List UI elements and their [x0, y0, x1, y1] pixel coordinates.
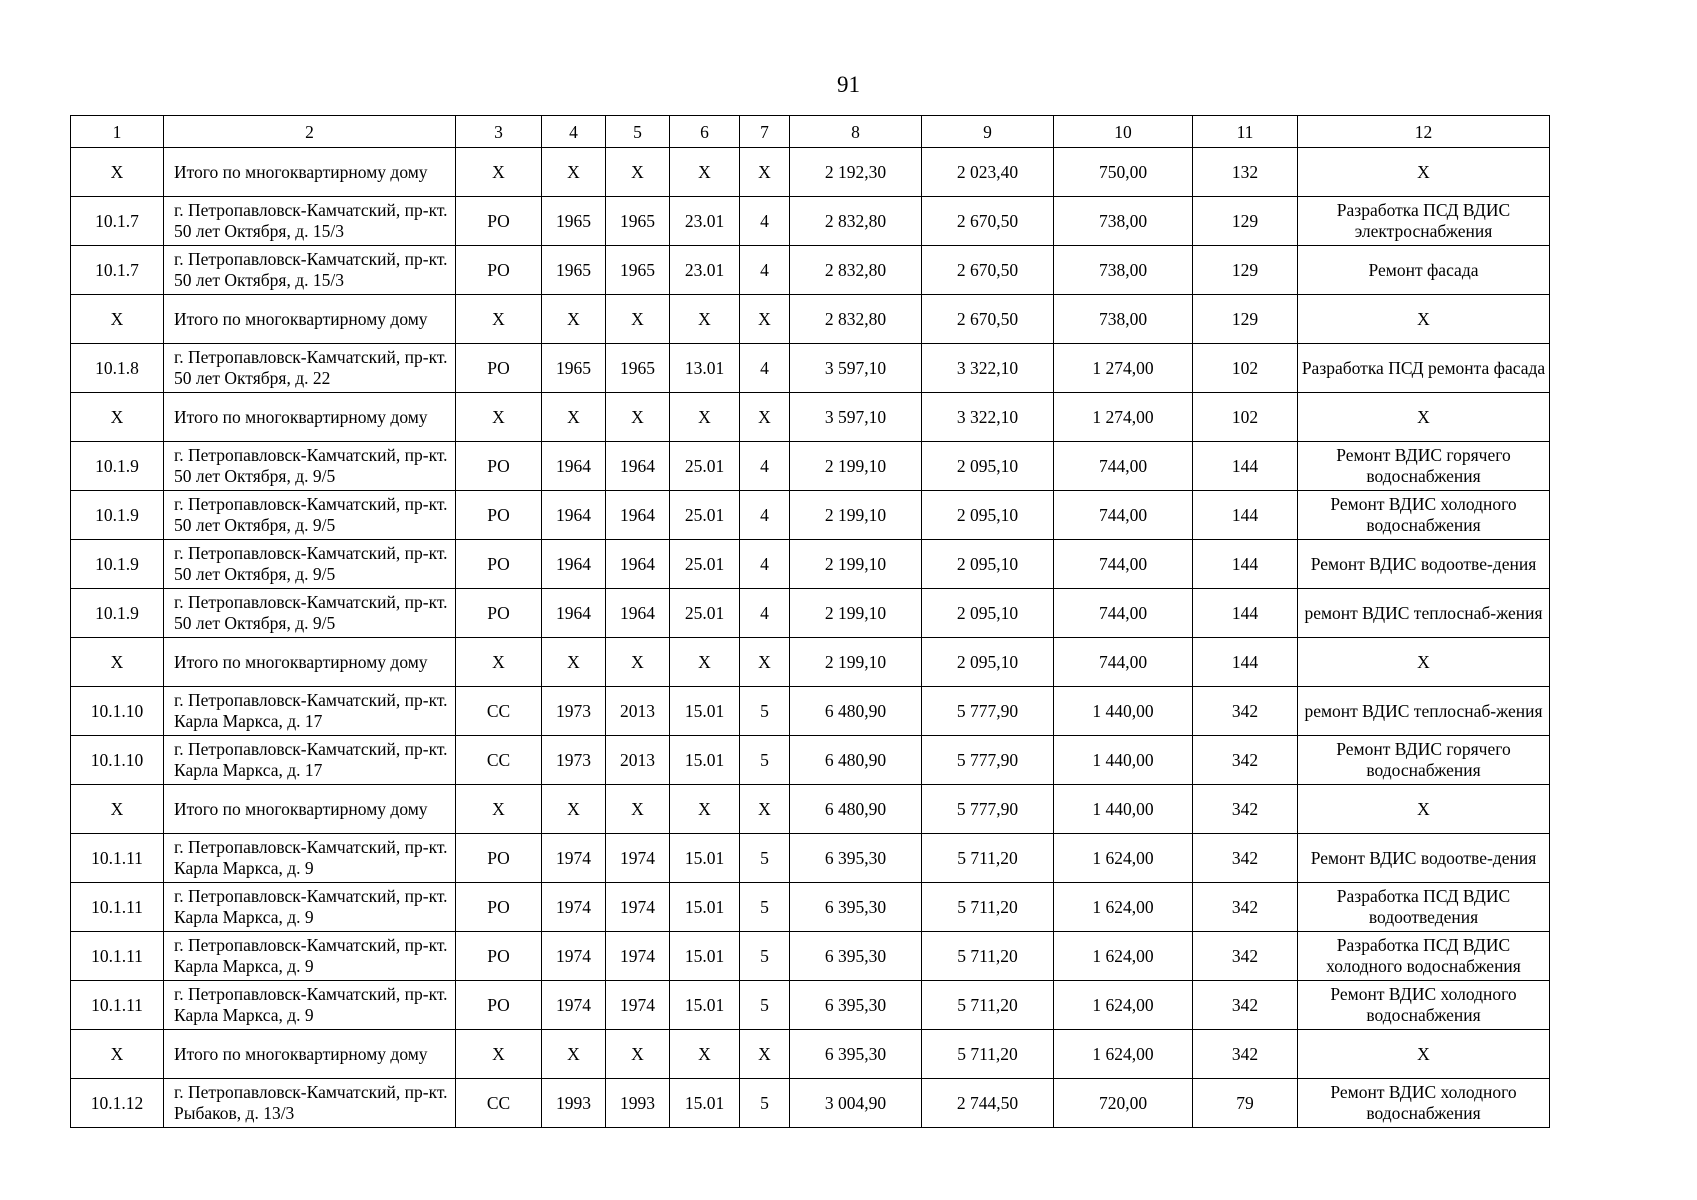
table-cell-col-12: Х [1298, 785, 1550, 834]
table-cell-col-9: 5 777,90 [922, 736, 1054, 785]
table-cell-col-5: 1964 [606, 442, 670, 491]
table-cell-col-6: Х [670, 295, 740, 344]
table-cell-col-12: Х [1298, 393, 1550, 442]
table-cell-col-9: 5 711,20 [922, 1030, 1054, 1079]
table-cell-col-2: г. Петропавловск-Камчатский, пр-кт. 50 лет Октября, д. 9/5 [164, 589, 456, 638]
table-cell-col-12: ремонт ВДИС теплоснаб-жения [1298, 589, 1550, 638]
table-cell-col-5: Х [606, 393, 670, 442]
table-cell-col-10: 744,00 [1054, 491, 1193, 540]
table-cell-col-9: 3 322,10 [922, 393, 1054, 442]
table-cell-col-3: СС [456, 1079, 542, 1128]
table-cell-col-7: 5 [740, 932, 790, 981]
table-cell-col-3: Х [456, 393, 542, 442]
table-cell-col-6: 13.01 [670, 344, 740, 393]
header-row [71, 116, 1550, 148]
table-cell-col-1: Х [71, 785, 164, 834]
table-cell-col-2: Итого по многоквартирному дому [164, 785, 456, 834]
column-header-8: 8 [790, 116, 922, 148]
table-cell-col-9: 2 095,10 [922, 442, 1054, 491]
table-cell-col-11: 342 [1193, 1030, 1298, 1079]
column-header-3: 3 [456, 116, 542, 148]
table-cell-col-4: Х [542, 148, 606, 197]
table-cell-col-6: 25.01 [670, 442, 740, 491]
table-cell-col-1: 10.1.8 [71, 344, 164, 393]
table-cell-col-12: Ремонт фасада [1298, 246, 1550, 295]
table-cell-col-5: Х [606, 638, 670, 687]
table-cell-col-2: г. Петропавловск-Камчатский, пр-кт. 50 лет Октября, д. 15/3 [164, 246, 456, 295]
table-cell-col-7: 5 [740, 687, 790, 736]
column-header-10: 10 [1054, 116, 1193, 148]
table-cell-col-9: 5 711,20 [922, 981, 1054, 1030]
table-cell-col-3: РО [456, 589, 542, 638]
table-cell-col-7: 5 [740, 883, 790, 932]
table-cell-col-8: 6 395,30 [790, 1030, 922, 1079]
table-cell-col-6: 15.01 [670, 687, 740, 736]
column-header-2: 2 [164, 116, 456, 148]
table-cell-col-5: 1964 [606, 491, 670, 540]
table-cell-col-10: 720,00 [1054, 1079, 1193, 1128]
column-header-11: 11 [1193, 116, 1298, 148]
table-row [71, 981, 1550, 1030]
table-cell-col-10: 1 624,00 [1054, 883, 1193, 932]
table-cell-col-1: 10.1.9 [71, 540, 164, 589]
table-cell-col-5: 1993 [606, 1079, 670, 1128]
table-cell-col-6: Х [670, 393, 740, 442]
column-header-1: 1 [71, 116, 164, 148]
table-row [71, 442, 1550, 491]
table-cell-col-12: Х [1298, 295, 1550, 344]
table-cell-col-10: 1 274,00 [1054, 344, 1193, 393]
table-cell-col-10: 1 624,00 [1054, 1030, 1193, 1079]
table-cell-col-5: 1964 [606, 589, 670, 638]
table-cell-col-12: Ремонт ВДИС водоотве-дения [1298, 540, 1550, 589]
table-cell-col-4: 1973 [542, 687, 606, 736]
table-cell-col-7: 4 [740, 197, 790, 246]
column-header-7: 7 [740, 116, 790, 148]
table-row [71, 540, 1550, 589]
table-cell-col-8: 6 480,90 [790, 785, 922, 834]
table-cell-col-9: 2 095,10 [922, 589, 1054, 638]
table-cell-col-2: г. Петропавловск-Камчатский, пр-кт. 50 лет Октября, д. 9/5 [164, 540, 456, 589]
table-cell-col-7: Х [740, 638, 790, 687]
table-cell-col-10: 750,00 [1054, 148, 1193, 197]
table-cell-col-11: 144 [1193, 540, 1298, 589]
table-row [71, 638, 1550, 687]
table-cell-col-7: 4 [740, 491, 790, 540]
table-cell-col-5: Х [606, 295, 670, 344]
table-cell-col-5: 1974 [606, 981, 670, 1030]
table-cell-col-11: 342 [1193, 883, 1298, 932]
capital-repair-table [70, 115, 1550, 1128]
table-cell-col-7: 5 [740, 736, 790, 785]
table-cell-col-1: 10.1.11 [71, 932, 164, 981]
table-cell-col-5: 1965 [606, 344, 670, 393]
table-cell-col-10: 1 624,00 [1054, 981, 1193, 1030]
table-cell-col-1: 10.1.11 [71, 834, 164, 883]
table-cell-col-1: Х [71, 1030, 164, 1079]
table-cell-col-6: 15.01 [670, 834, 740, 883]
table-cell-col-4: Х [542, 638, 606, 687]
table-cell-col-8: 2 199,10 [790, 442, 922, 491]
table-cell-col-6: Х [670, 785, 740, 834]
table-cell-col-3: РО [456, 834, 542, 883]
table-cell-col-8: 6 395,30 [790, 834, 922, 883]
table-cell-col-6: 23.01 [670, 246, 740, 295]
table-cell-col-9: 2 670,50 [922, 246, 1054, 295]
table-cell-col-7: Х [740, 295, 790, 344]
table-cell-col-4: Х [542, 1030, 606, 1079]
table-cell-col-7: 5 [740, 834, 790, 883]
table-cell-col-8: 2 199,10 [790, 589, 922, 638]
table-cell-col-5: 2013 [606, 736, 670, 785]
table-row [71, 589, 1550, 638]
table-cell-col-1: 10.1.9 [71, 491, 164, 540]
table-cell-col-5: 1965 [606, 197, 670, 246]
table-cell-col-9: 2 744,50 [922, 1079, 1054, 1128]
table-cell-col-12: Ремонт ВДИС холодного водоснабжения [1298, 1079, 1550, 1128]
table-cell-col-8: 3 597,10 [790, 344, 922, 393]
column-header-6: 6 [670, 116, 740, 148]
table-row [71, 1079, 1550, 1128]
table-cell-col-7: 5 [740, 981, 790, 1030]
table-cell-col-12: Ремонт ВДИС горячего водоснабжения [1298, 736, 1550, 785]
table-cell-col-11: 342 [1193, 981, 1298, 1030]
table-cell-col-8: 2 199,10 [790, 540, 922, 589]
column-header-5: 5 [606, 116, 670, 148]
table-cell-col-2: г. Петропавловск-Камчатский, пр-кт. Карла Маркса, д. 9 [164, 883, 456, 932]
table-cell-col-2: Итого по многоквартирному дому [164, 1030, 456, 1079]
table-cell-col-3: РО [456, 442, 542, 491]
table-cell-col-12: Ремонт ВДИС холодного водоснабжения [1298, 981, 1550, 1030]
table-cell-col-2: Итого по многоквартирному дому [164, 393, 456, 442]
table-cell-col-6: 15.01 [670, 932, 740, 981]
table-cell-col-12: Разработка ПСД ВДИС холодного водоснабжения [1298, 932, 1550, 981]
table-cell-col-2: г. Петропавловск-Камчатский, пр-кт. 50 лет Октября, д. 15/3 [164, 197, 456, 246]
table-cell-col-3: СС [456, 687, 542, 736]
table-cell-col-1: Х [71, 148, 164, 197]
table-cell-col-11: 79 [1193, 1079, 1298, 1128]
table-cell-col-7: 5 [740, 1079, 790, 1128]
table-cell-col-6: 25.01 [670, 540, 740, 589]
table-cell-col-8: 6 395,30 [790, 932, 922, 981]
table-cell-col-7: Х [740, 148, 790, 197]
table-cell-col-8: 2 199,10 [790, 638, 922, 687]
table-cell-col-10: 744,00 [1054, 589, 1193, 638]
table-cell-col-7: Х [740, 393, 790, 442]
table-cell-col-9: 2 670,50 [922, 295, 1054, 344]
table-cell-col-11: 342 [1193, 932, 1298, 981]
table-cell-col-7: 4 [740, 540, 790, 589]
table-cell-col-4: 1965 [542, 246, 606, 295]
table-cell-col-2: Итого по многоквартирному дому [164, 638, 456, 687]
table-cell-col-2: г. Петропавловск-Камчатский, пр-кт. 50 лет Октября, д. 22 [164, 344, 456, 393]
table-cell-col-1: 10.1.7 [71, 246, 164, 295]
table-cell-col-9: 2 095,10 [922, 638, 1054, 687]
table-cell-col-1: Х [71, 393, 164, 442]
table-cell-col-8: 2 199,10 [790, 491, 922, 540]
table-cell-col-9: 2 095,10 [922, 491, 1054, 540]
table-cell-col-6: 15.01 [670, 1079, 740, 1128]
table-cell-col-9: 3 322,10 [922, 344, 1054, 393]
table-row [71, 932, 1550, 981]
table-cell-col-5: 1974 [606, 932, 670, 981]
table-cell-col-4: 1974 [542, 981, 606, 1030]
table-cell-col-5: 1965 [606, 246, 670, 295]
table-cell-col-4: 1965 [542, 344, 606, 393]
table-row [71, 197, 1550, 246]
table-cell-col-10: 738,00 [1054, 246, 1193, 295]
table-cell-col-3: РО [456, 246, 542, 295]
table-cell-col-6: 23.01 [670, 197, 740, 246]
table-cell-col-4: 1974 [542, 834, 606, 883]
table-cell-col-6: 25.01 [670, 589, 740, 638]
table-cell-col-2: Итого по многоквартирному дому [164, 148, 456, 197]
table-row [71, 736, 1550, 785]
table-cell-col-3: РО [456, 540, 542, 589]
table-cell-col-3: РО [456, 883, 542, 932]
table-cell-col-1: 10.1.11 [71, 981, 164, 1030]
table-cell-col-2: г. Петропавловск-Камчатский, пр-кт. 50 лет Октября, д. 9/5 [164, 442, 456, 491]
table-cell-col-11: 129 [1193, 295, 1298, 344]
table-cell-col-3: Х [456, 638, 542, 687]
table-cell-col-4: Х [542, 785, 606, 834]
table-cell-col-11: 144 [1193, 491, 1298, 540]
table-cell-col-2: г. Петропавловск-Камчатский, пр-кт. Карла Маркса, д. 9 [164, 834, 456, 883]
table-cell-col-2: г. Петропавловск-Камчатский, пр-кт. Рыбаков, д. 13/3 [164, 1079, 456, 1128]
table-row [71, 344, 1550, 393]
column-header-9: 9 [922, 116, 1054, 148]
column-header-4: 4 [542, 116, 606, 148]
table-cell-col-10: 744,00 [1054, 442, 1193, 491]
table-cell-col-12: Х [1298, 148, 1550, 197]
table-cell-col-9: 5 711,20 [922, 883, 1054, 932]
table-cell-col-8: 6 395,30 [790, 981, 922, 1030]
column-header-12: 12 [1298, 116, 1550, 148]
table-cell-col-5: Х [606, 1030, 670, 1079]
table-cell-col-6: 15.01 [670, 981, 740, 1030]
table-cell-col-12: Разработка ПСД ВДИС водоотведения [1298, 883, 1550, 932]
table-row [71, 295, 1550, 344]
table-cell-col-2: г. Петропавловск-Камчатский, пр-кт. 50 лет Октября, д. 9/5 [164, 491, 456, 540]
table-cell-col-2: г. Петропавловск-Камчатский, пр-кт. Карла Маркса, д. 17 [164, 687, 456, 736]
table-cell-col-9: 2 023,40 [922, 148, 1054, 197]
table-cell-col-1: Х [71, 295, 164, 344]
table-cell-col-11: 342 [1193, 834, 1298, 883]
table-cell-col-10: 1 274,00 [1054, 393, 1193, 442]
table-cell-col-4: 1993 [542, 1079, 606, 1128]
table-cell-col-11: 144 [1193, 638, 1298, 687]
table-cell-col-9: 5 777,90 [922, 687, 1054, 736]
table-cell-col-12: Ремонт ВДИС водоотве-дения [1298, 834, 1550, 883]
table-row [71, 148, 1550, 197]
table-cell-col-5: Х [606, 148, 670, 197]
table-cell-col-10: 744,00 [1054, 540, 1193, 589]
table-cell-col-2: Итого по многоквартирному дому [164, 295, 456, 344]
table-cell-col-6: Х [670, 638, 740, 687]
table-cell-col-4: Х [542, 393, 606, 442]
table-cell-col-3: СС [456, 736, 542, 785]
table-cell-col-6: 25.01 [670, 491, 740, 540]
table-cell-col-11: 102 [1193, 393, 1298, 442]
table-cell-col-10: 1 440,00 [1054, 785, 1193, 834]
table-cell-col-5: 1964 [606, 540, 670, 589]
table-cell-col-9: 2 670,50 [922, 197, 1054, 246]
table-cell-col-2: г. Петропавловск-Камчатский, пр-кт. Карла Маркса, д. 17 [164, 736, 456, 785]
table-row [71, 883, 1550, 932]
table-row [71, 1030, 1550, 1079]
table-row [71, 246, 1550, 295]
table-row [71, 393, 1550, 442]
table-cell-col-2: г. Петропавловск-Камчатский, пр-кт. Карла Маркса, д. 9 [164, 981, 456, 1030]
table-cell-col-4: 1973 [542, 736, 606, 785]
table-row [71, 687, 1550, 736]
table-cell-col-3: Х [456, 148, 542, 197]
table-cell-col-7: 4 [740, 442, 790, 491]
table-cell-col-4: 1974 [542, 883, 606, 932]
table-row [71, 491, 1550, 540]
table-cell-col-6: 15.01 [670, 883, 740, 932]
table-cell-col-8: 2 192,30 [790, 148, 922, 197]
table-cell-col-7: 4 [740, 589, 790, 638]
table-cell-col-3: Х [456, 785, 542, 834]
table-cell-col-7: Х [740, 785, 790, 834]
table-cell-col-9: 5 711,20 [922, 834, 1054, 883]
table-cell-col-8: 2 832,80 [790, 197, 922, 246]
table-cell-col-3: РО [456, 491, 542, 540]
table-cell-col-4: 1964 [542, 442, 606, 491]
table-cell-col-3: Х [456, 1030, 542, 1079]
table-cell-col-7: 4 [740, 344, 790, 393]
table-cell-col-11: 342 [1193, 785, 1298, 834]
table-cell-col-11: 144 [1193, 442, 1298, 491]
table-cell-col-10: 1 440,00 [1054, 687, 1193, 736]
table-body [71, 116, 1550, 1128]
table-cell-col-10: 1 624,00 [1054, 834, 1193, 883]
table-cell-col-1: 10.1.9 [71, 589, 164, 638]
table-cell-col-11: 342 [1193, 736, 1298, 785]
table-cell-col-1: 10.1.9 [71, 442, 164, 491]
table-cell-col-4: 1964 [542, 540, 606, 589]
table-cell-col-9: 5 777,90 [922, 785, 1054, 834]
table-cell-col-8: 3 597,10 [790, 393, 922, 442]
table-cell-col-4: Х [542, 295, 606, 344]
table-cell-col-3: РО [456, 344, 542, 393]
table-row [71, 785, 1550, 834]
table-cell-col-4: 1974 [542, 932, 606, 981]
table-cell-col-10: 1 624,00 [1054, 932, 1193, 981]
table-cell-col-8: 6 480,90 [790, 687, 922, 736]
table-cell-col-10: 738,00 [1054, 197, 1193, 246]
table-cell-col-9: 2 095,10 [922, 540, 1054, 589]
table-cell-col-5: 1974 [606, 834, 670, 883]
table-cell-col-8: 6 395,30 [790, 883, 922, 932]
table-cell-col-1: 10.1.12 [71, 1079, 164, 1128]
table-cell-col-6: 15.01 [670, 736, 740, 785]
table-cell-col-4: 1965 [542, 197, 606, 246]
table-cell-col-1: 10.1.10 [71, 687, 164, 736]
table-cell-col-3: РО [456, 981, 542, 1030]
table-row [71, 834, 1550, 883]
table-cell-col-8: 3 004,90 [790, 1079, 922, 1128]
table-cell-col-5: Х [606, 785, 670, 834]
table-cell-col-8: 2 832,80 [790, 295, 922, 344]
table-cell-col-1: 10.1.11 [71, 883, 164, 932]
table-cell-col-10: 744,00 [1054, 638, 1193, 687]
table-cell-col-8: 2 832,80 [790, 246, 922, 295]
table-cell-col-10: 738,00 [1054, 295, 1193, 344]
table-cell-col-11: 132 [1193, 148, 1298, 197]
table-cell-col-3: Х [456, 295, 542, 344]
table-cell-col-1: 10.1.7 [71, 197, 164, 246]
table-cell-col-12: Ремонт ВДИС горячего водоснабжения [1298, 442, 1550, 491]
table-cell-col-4: 1964 [542, 589, 606, 638]
table-cell-col-12: ремонт ВДИС теплоснаб-жения [1298, 687, 1550, 736]
table-cell-col-3: РО [456, 932, 542, 981]
table-cell-col-2: г. Петропавловск-Камчатский, пр-кт. Карла Маркса, д. 9 [164, 932, 456, 981]
table-cell-col-11: 129 [1193, 197, 1298, 246]
table-cell-col-4: 1964 [542, 491, 606, 540]
table-cell-col-11: 129 [1193, 246, 1298, 295]
table-cell-col-12: Х [1298, 1030, 1550, 1079]
table-cell-col-11: 342 [1193, 687, 1298, 736]
table-cell-col-6: Х [670, 148, 740, 197]
table-cell-col-7: Х [740, 1030, 790, 1079]
table-cell-col-11: 102 [1193, 344, 1298, 393]
table-cell-col-9: 5 711,20 [922, 932, 1054, 981]
table-cell-col-1: 10.1.10 [71, 736, 164, 785]
table-cell-col-5: 2013 [606, 687, 670, 736]
table-cell-col-12: Х [1298, 638, 1550, 687]
table-cell-col-10: 1 440,00 [1054, 736, 1193, 785]
table-cell-col-3: РО [456, 197, 542, 246]
table-cell-col-12: Ремонт ВДИС холодного водоснабжения [1298, 491, 1550, 540]
table-cell-col-12: Разработка ПСД ВДИС электроснабжения [1298, 197, 1550, 246]
table-cell-col-6: Х [670, 1030, 740, 1079]
table-cell-col-1: Х [71, 638, 164, 687]
table-cell-col-7: 4 [740, 246, 790, 295]
table-cell-col-11: 144 [1193, 589, 1298, 638]
table-cell-col-12: Разработка ПСД ремонта фасада [1298, 344, 1550, 393]
page-number: 91 [837, 72, 860, 97]
table-cell-col-8: 6 480,90 [790, 736, 922, 785]
table-cell-col-5: 1974 [606, 883, 670, 932]
